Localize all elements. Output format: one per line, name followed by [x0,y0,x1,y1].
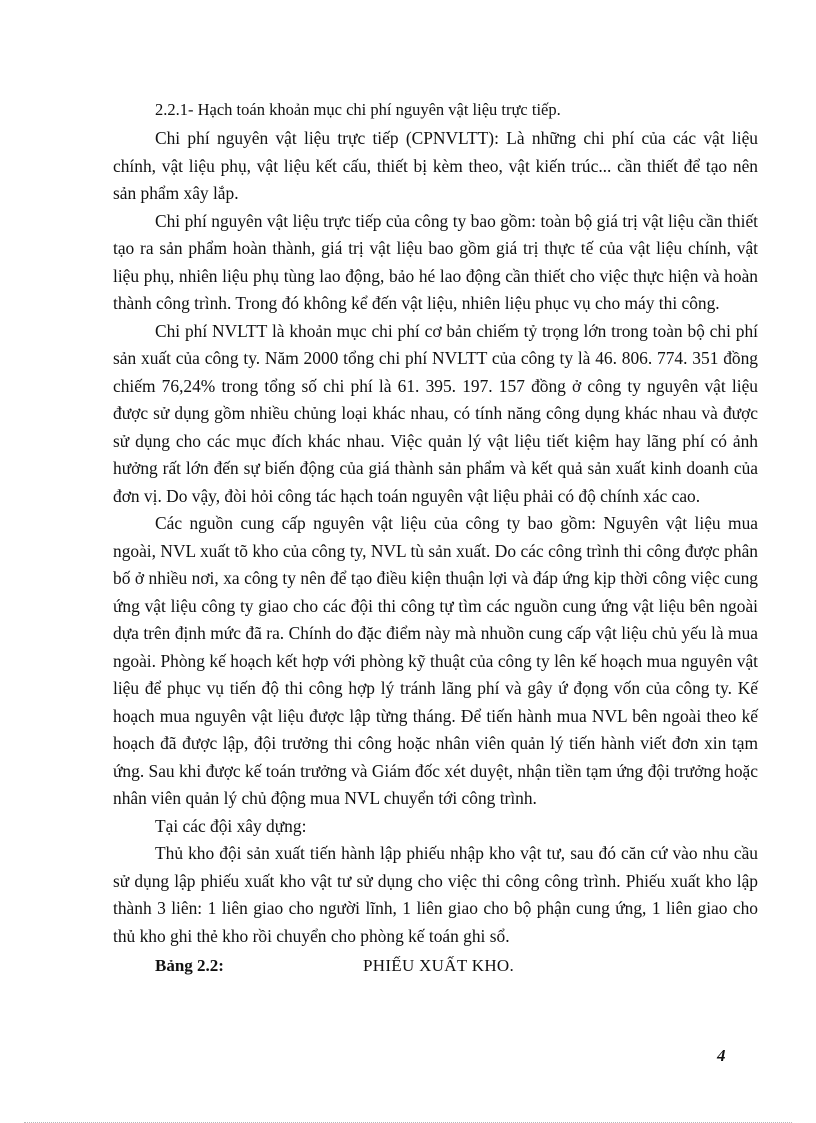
paragraph-cost-share: Chi phí NVLTT là khoản mục chi phí cơ bản chiếm tỷ trọng lớn trong toàn bộ chi phí sản xuất của công ty. Năm 2000 tổng chi phí NVLTT của công ty là 46. 806. 774. 351 đồng chiếm 76,24% trong tổng số chi phí là 61. 395. 197. 157 đồng ở công ty nguyên vật liệu được sử dụng gồm nhiều chủng loại khác nhau, có tính năng công dụng khác nhau và được sử dụng cho các mục đích khác nhau. Việc quản lý vật liệu tiết kiệm hay lãng phí có ảnh hưởng rất lớn đến sự biến động của giá thành sản phẩm và kết quả sản xuất kinh doanh của đơn vị. Do vậy, đòi hỏi công tác hạch toán nguyên vật liệu phải có độ chính xác cao. [113,320,758,506]
table-title: PHIẾU XUẤT KHO. [363,956,515,975]
table-caption [155,952,758,980]
paragraph-components: Chi phí nguyên vật liệu trực tiếp của công ty bao gồm: toàn bộ giá trị vật liệu cần thiết tạo ra sản phẩm hoàn thành, giá trị vật liệu bao gồm giá trị thực tế của vật liệu chính, vật liệu phụ, nhiên liệu phụ tùng lao động, bảo hé lao động cần thiết cho việc thực hiện và hoàn thành công trình. Trong đó không kể đến vật liệu, nhiên liệu phục vụ cho máy thi công. [113,210,758,313]
paragraph-supply-sources: Các nguồn cung cấp nguyên vật liệu của công ty bao gồm: Nguyên vật liệu mua ngoài, NVL xuất tõ kho của công ty, NVL tù sản xuất. Do các công trình thi công được phân bố ở nhiều nơi, xa công ty nên để tạo điều kiện thuận lợi và đáp ứng kịp thời công việc cung ứng vật liệu công ty giao cho các đội thi công tự tìm các nguồn cung ứng vật liệu bên ngoài dựa trên định mức đã ra. Chính do đặc điểm này mà nhuồn cung cấp vật liệu chủ yếu là mua ngoài. Phòng kế hoạch kết hợp với phòng kỹ thuật của công ty lên kế hoạch mua nguyên vật liệu để phục vụ tiến độ thi công hợp lý tránh lãng phí và gây ứ đọng vốn của công ty. Kế hoạch mua nguyên vật liệu được lập từng tháng. Để tiến hành mua NVL bên ngoài theo kế hoạch đã được lập, đội trưởng thi công hoặc nhân viên quản lý tiến hành viết đơn xin tạm ứng. Sau khi được kế toán trưởng và Giám đốc xét duyệt, nhận tiền tạm ứng đội trưởng hoặc nhân viên quản lý chủ động mua NVL chuyển tới công trình. [113,513,758,808]
document-body [113,96,758,980]
page-number: 4 [717,1046,726,1065]
table-label: Bảng 2.2: [155,956,224,975]
section-heading: 2.2.1- Hạch toán khoản mục chi phí nguyên vật liệu trực tiếp. [155,100,561,119]
paragraph-definition: Chi phí nguyên vật liệu trực tiếp (CPNVLTT): Là những chi phí của các vật liệu chính, vật liệu phụ, vật liệu kết cấu, thiết bị kèm theo, vật kiến trúc... cần thiết để tạo nên sản phẩm xây lắp. [113,128,758,203]
site-note: Tại các đội xây dựng: [155,815,307,836]
paragraph-warehouse-procedure: Thủ kho đội sản xuất tiến hành lập phiếu nhập kho vật tư, sau đó căn cứ vào nhu cầu sử dụng lập phiếu xuất kho vật tư sử dụng cho việc thi công công trình. Phiếu xuất kho lập thành 3 liên: 1 liên giao cho người lĩnh, 1 liên giao cho bộ phận cung ứng, 1 liên giao cho thủ kho ghi thẻ kho rồi chuyển cho phòng kế toán ghi sổ. [113,843,758,946]
